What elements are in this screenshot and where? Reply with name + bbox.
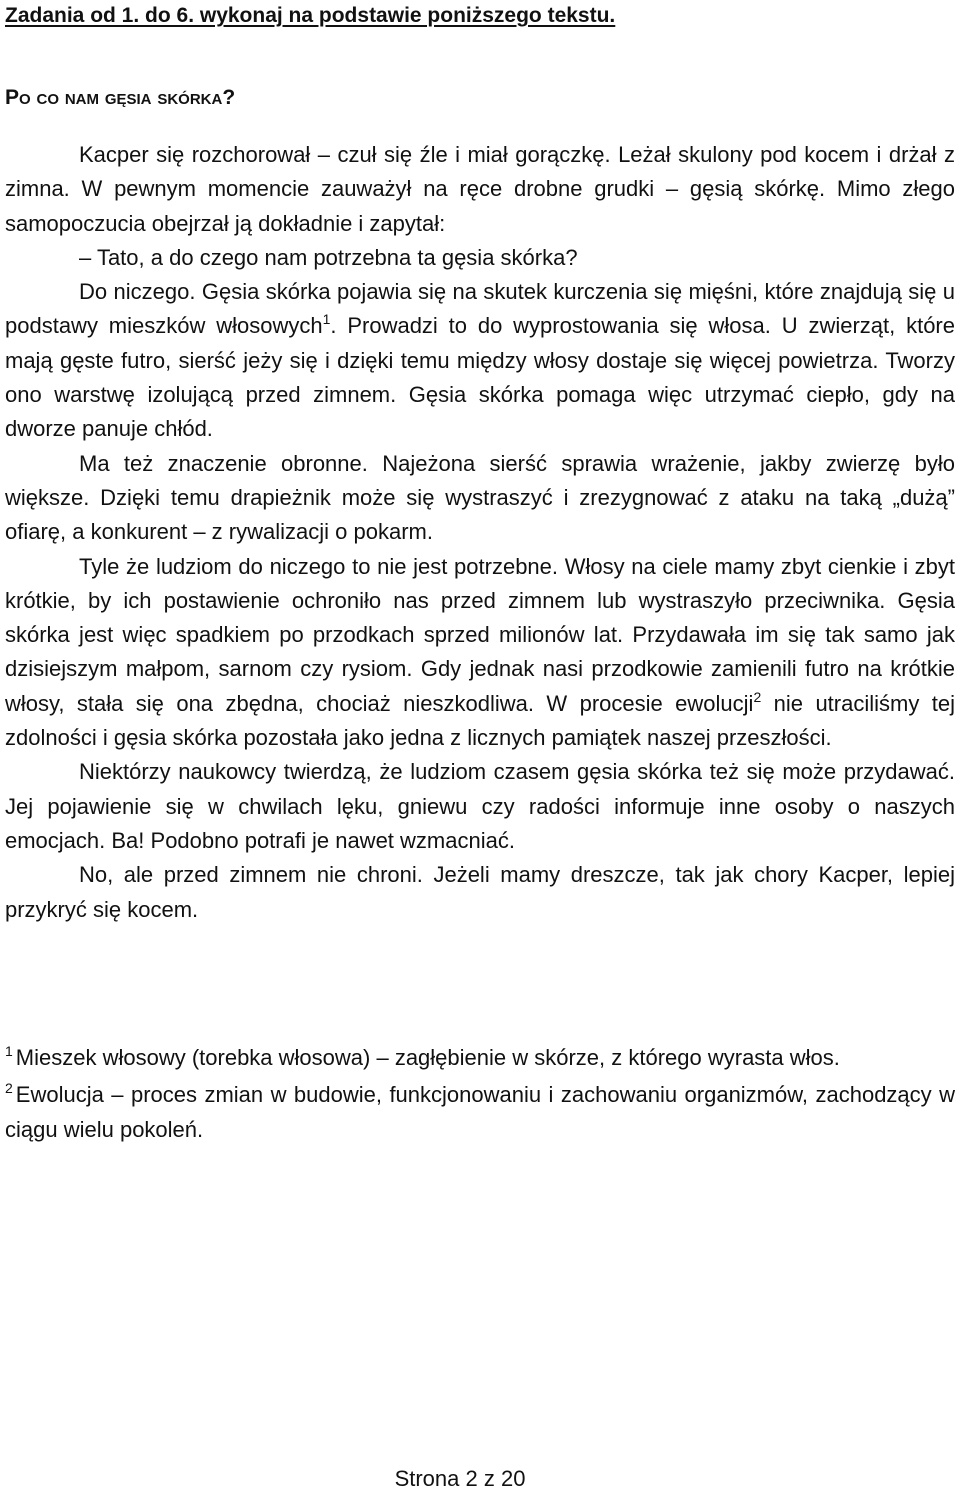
footnote-ref-2: 2 (753, 688, 762, 705)
paragraph-6: Niektórzy naukowcy twierdzą, że ludziom czasem gęsia skórka też się może przydawać. Jej pojawienie się w chwilach lęku, gniewu czy radości informuje inne osoby o naszych emocjach. Ba! Podobno potrafi je nawet wzmacniać. (5, 759, 955, 853)
footnote-1 (5, 1041, 955, 1075)
footnote-1-mark: 1 (5, 1043, 13, 1059)
footnote-2 (5, 1078, 955, 1147)
footnote-1-text: Mieszek włosowy (torebka włosowa) – zagłębienie w skórze, z którego wyrasta włos. (15, 1045, 840, 1070)
paragraph-3-end: . Prowadzi to do wyprostowania się włosa. U zwierząt, które mają gęste futro, sierść jeży się i dzięki temu między włosy dostaje się więcej powietrza. Tworzy ono warstwę izolującą przed zimnem. Gęsia skórka pomaga więc utrzymać ciepło, gdy na dworze panuje chłód. (5, 313, 955, 442)
task-instruction-heading: Zadania od 1. do 6. wykonaj na podstawie poniższego tekstu. (5, 4, 616, 27)
footnote-2-text: Ewolucja – proces zmian w budowie, funkcjonowaniu i zachowaniu organizmów, zachodzący w ciągu wielu pokoleń. (5, 1082, 955, 1142)
paragraph-1: Kacper się rozchorował – czuł się źle i miał gorączkę. Leżał skulony pod kocem i drżał z zimna. W pewnym momencie zauważył na ręce drobne grudki – gęsią skórkę. Mimo złego samopoczucia obejrzał ją dokładnie i zapytał: (5, 142, 955, 236)
paragraph-5-start: Tyle że ludziom do niczego to nie jest potrzebne. Włosy na ciele mamy zbyt cienkie i zbyt krótkie, by ich postawienie ochroniło nas przed zimnem lub wystraszyło przeciwnika. Gęsia skórka jest więc spadkiem po przodkach sprzed milionów lat. Przydawała im się tak samo jak dzisiejszym małpom, sarnom czy rysiom. Gdy jednak nasi przodkowie zamienili futro na krótkie włosy, stała się ona zbędna, chociaż nieszkodliwa. W procesie ewolucji (5, 553, 955, 716)
footnote-ref-1: 1 (322, 311, 331, 328)
paragraph-3 (5, 275, 955, 446)
paragraph-5-end: nie utraciliśmy tej zdolności i gęsia skórka pozostała jako jedna z licznych pamiątek naszej przeszłości. (5, 690, 955, 751)
paragraph-4: Ma też znaczenie obronne. Najeżona sierść sprawia wrażenie, jakby zwierzę było większe. Dzięki temu drapieżnik może się wystraszyć i zrezygnować z ataku na taką „dużą” ofiarę, a konkurent – z rywalizacji o pokarm. (5, 450, 955, 545)
paragraph-2-question: – Tato, a do czego nam potrzebna ta gęsia skórka? (79, 244, 578, 270)
paragraph-7: No, ale przed zimnem nie chroni. Jeżeli mamy dreszcze, tak jak chory Kacper, lepiej przykryć się kocem. (5, 862, 955, 922)
paragraph-5 (5, 550, 955, 756)
article-body (5, 138, 955, 927)
paragraph-3-start: Do niczego. Gęsia skórka pojawia się na skutek kurczenia się mięśni, które znajdują się u podstawy mieszków włosowych (5, 279, 955, 339)
footnotes (5, 1041, 955, 1150)
page-number: Strona 2 z 20 (394, 1466, 526, 1491)
article-title: Po co nam gęsia skórka? (5, 86, 236, 109)
footnote-2-mark: 2 (5, 1080, 13, 1097)
